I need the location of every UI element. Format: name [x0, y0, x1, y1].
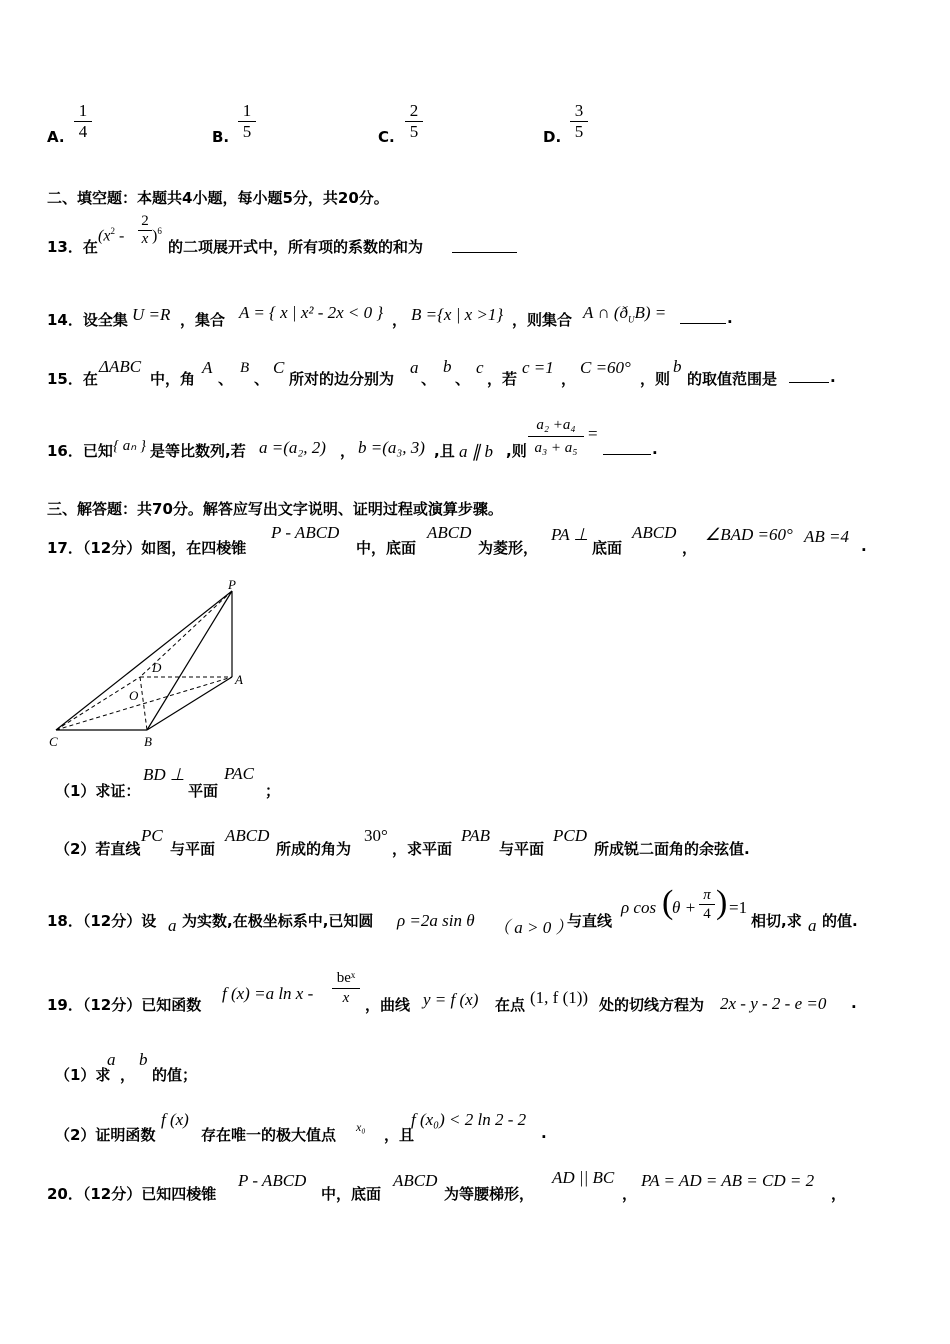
math-fraction: π 4	[699, 886, 715, 923]
label-o: O	[129, 688, 139, 703]
edge-pc	[56, 591, 232, 730]
pyramid-figure	[44, 576, 259, 751]
diag-ca	[56, 677, 232, 730]
label-d: D	[152, 660, 162, 675]
answer-blank[interactable]	[452, 238, 517, 257]
math-fraction: beˣ x	[332, 969, 360, 1008]
section-heading: 三、解答题：共70分。解答应写出文字说明、证明过程或演算步骤。	[47, 500, 503, 518]
choice-fraction: 3 5	[570, 101, 588, 142]
math-fraction: 2 x	[138, 213, 152, 248]
section-heading: 二、填空题：本题共4小题，每小题5分，共20分。	[47, 189, 389, 207]
label-c: C	[49, 734, 58, 749]
choice-fraction: 1 5	[238, 101, 256, 142]
answer-blank[interactable]	[680, 309, 726, 328]
label-p: P	[228, 577, 236, 592]
math-fraction: a₂ +a₄ a₃ + a₅	[528, 414, 584, 459]
choice-label: B.	[212, 128, 230, 146]
label-a: A	[235, 672, 243, 687]
answer-blank[interactable]	[789, 368, 829, 387]
math-expr: ($x^2$ -	[98, 226, 125, 245]
choice-label: D.	[543, 128, 562, 146]
choice-fraction: 2 5	[405, 101, 423, 142]
edge-ba	[147, 677, 232, 730]
label-b: B	[144, 734, 152, 749]
answer-blank[interactable]	[603, 440, 651, 459]
choice-label: A.	[47, 128, 65, 146]
choice-label: C.	[378, 128, 395, 146]
edge-cd	[56, 677, 140, 730]
choice-fraction: 1 4	[74, 101, 92, 142]
